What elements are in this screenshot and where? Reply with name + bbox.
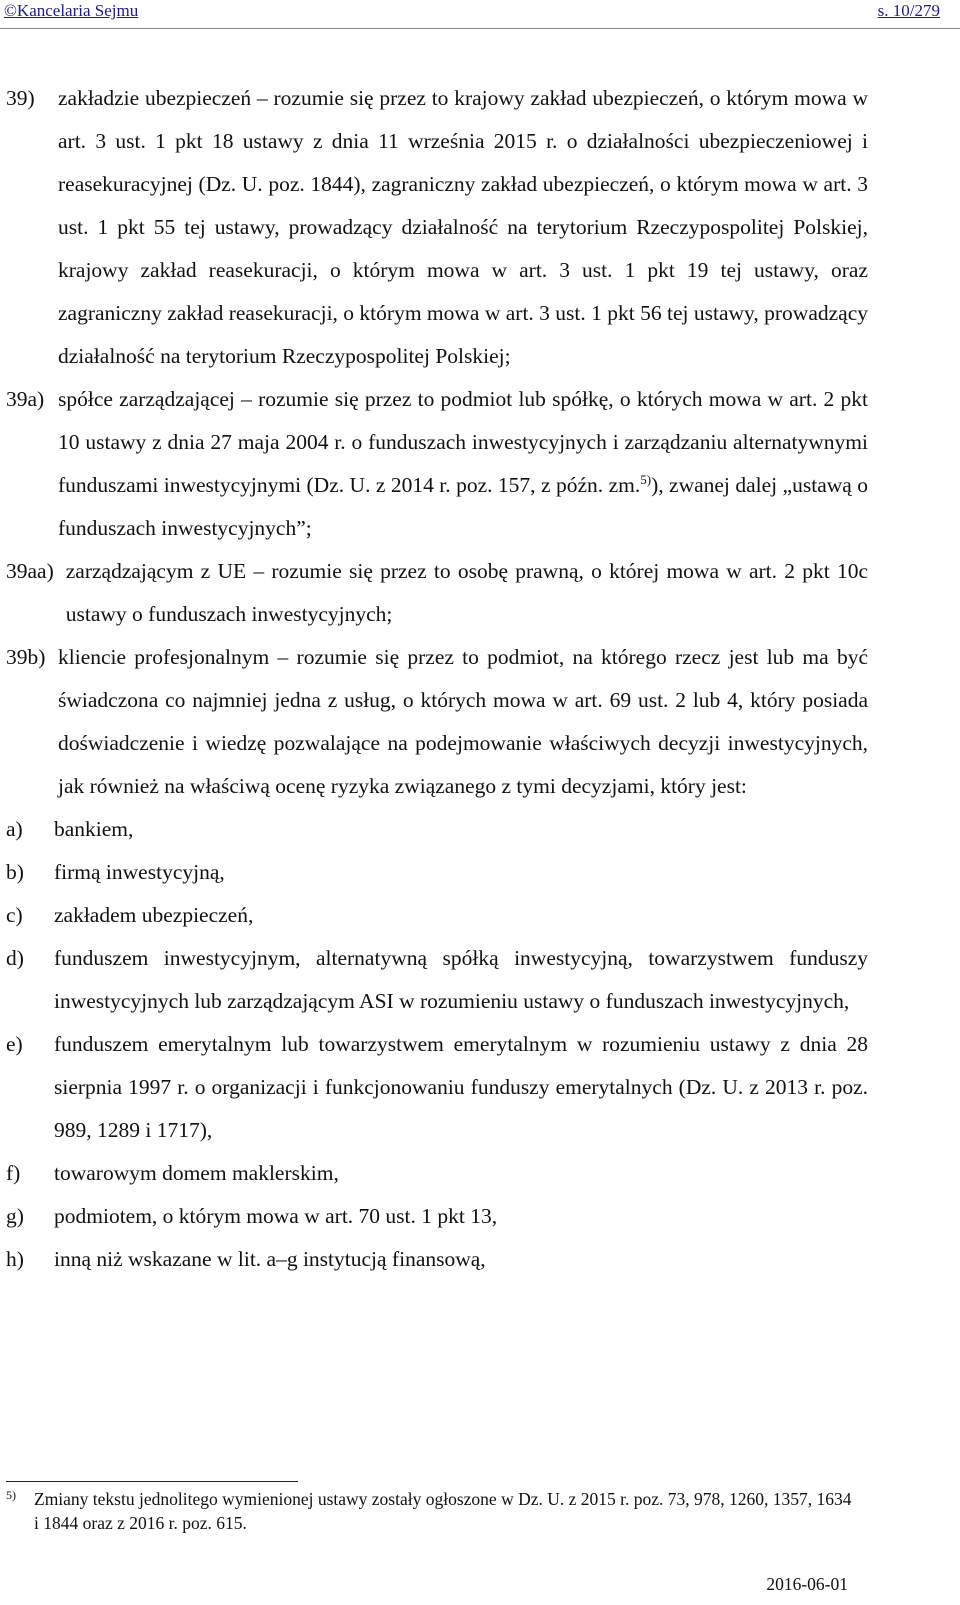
list-item	[6, 808, 868, 851]
list-item	[6, 1023, 868, 1152]
list-item-letter: h)	[6, 1247, 24, 1271]
list-item-text: towarowym domem maklerskim,	[54, 1161, 339, 1185]
list-item-text: zakładem ubezpieczeń,	[54, 903, 254, 927]
footnote-divider	[6, 1481, 298, 1482]
definition-text	[58, 378, 868, 550]
footnote	[6, 1487, 852, 1535]
list-item-letter: a)	[6, 817, 23, 841]
footnote-number: 5)	[6, 1488, 16, 1502]
definition-number: 39a)	[6, 387, 45, 411]
definition-39	[6, 77, 868, 378]
page-header	[0, 0, 960, 29]
document-body	[6, 77, 868, 1281]
list-item	[6, 851, 868, 894]
list-item-letter: e)	[6, 1032, 23, 1056]
list-item-letter: f)	[6, 1161, 21, 1185]
definition-text-part: ), zwanej dalej „ustawą o funduszach inwestycyjnych”;	[58, 473, 868, 540]
page-number-link[interactable]: s. 10/279	[877, 1, 940, 20]
definition-number: 39)	[6, 86, 35, 110]
list-item-letter: d)	[6, 946, 24, 970]
professional-client-list	[6, 808, 868, 1281]
definition-text: zakładzie ubezpieczeń – rozumie się przez to krajowy zakład ubezpieczeń, o którym mowa w art. 3 ust. 1 pkt 18 ustawy z dnia 11 września 2015 r. o działalności ubezpieczeniowej i reasekuracyjnej (Dz. U. poz. 1844), zagraniczny zakład ubezpieczeń, o którym mowa w art. 3 ust. 1 pkt 55 tej ustawy, prowadzący działalność na terytorium Rzeczypospolitej Polskiej, krajowy zakład reasekuracji, o którym mowa w art. 3 ust. 1 pkt 19 tej ustawy, oraz zagraniczny zakład reasekuracji, o którym mowa w art. 3 ust. 1 pkt 56 tej ustawy, prowadzący działalność na terytorium Rzeczypospolitej Polskiej;	[58, 86, 868, 368]
list-item-text: funduszem inwestycyjnym, alternatywną spółką inwestycyjną, towarzystwem funduszy inwestycyjnych lub zarządzającym ASI w rozumieniu ustawy o funduszach inwestycyjnych,	[54, 946, 868, 1013]
footnote-reference[interactable]: 5)	[640, 471, 652, 487]
definition-number: 39aa)	[6, 559, 54, 583]
document-date: 2016-06-01	[766, 1574, 848, 1594]
list-item-text: inną niż wskazane w lit. a–g instytucją finansową,	[54, 1247, 486, 1271]
copyright-link[interactable]: ©Kancelaria Sejmu	[4, 1, 139, 20]
footnote-text: Zmiany tekstu jednolitego wymienionej ustawy zostały ogłoszone w Dz. U. z 2015 r. poz. 73, 978, 1260, 1357, 1634 i 1844 oraz z 2016 r. poz. 615.	[34, 1489, 852, 1533]
list-item-letter: b)	[6, 860, 24, 884]
definition-text-part: spółce zarządzającej – rozumie się przez to podmiot lub spółkę, o których mowa w art. 2 pkt 10 ustawy z dnia 27 maja 2004 r. o funduszach inwestycyjnych i zarządzaniu alternatywnymi funduszami inwestycyjnymi (Dz. U. z 2014 r. poz. 157, z późn. zm.	[58, 387, 868, 497]
list-item	[6, 1195, 868, 1238]
list-item-text: bankiem,	[54, 817, 134, 841]
definition-39aa	[6, 550, 868, 636]
list-item	[6, 894, 868, 937]
list-item	[6, 937, 868, 1023]
definition-text: kliencie profesjonalnym – rozumie się przez to podmiot, na którego rzecz jest lub ma być świadczona co najmniej jedna z usług, o których mowa w art. 69 ust. 2 lub 4, który posiada doświadczenie i wiedzę pozwalające na podejmowanie właściwych decyzji inwestycyjnych, jak również na właściwą ocenę ryzyka związanego z tymi decyzjami, który jest:	[58, 645, 868, 798]
definition-39b	[6, 636, 868, 808]
list-item-letter: c)	[6, 903, 23, 927]
list-item	[6, 1238, 868, 1281]
list-item	[6, 1152, 868, 1195]
list-item-text: firmą inwestycyjną,	[54, 860, 225, 884]
list-item-text: funduszem emerytalnym lub towarzystwem emerytalnym w rozumieniu ustawy z dnia 28 sierpnia 1997 r. o organizacji i funkcjonowaniu funduszy emerytalnych (Dz. U. z 2013 r. poz. 989, 1289 i 1717),	[54, 1032, 868, 1142]
definition-text: zarządzającym z UE – rozumie się przez to osobę prawną, o której mowa w art. 2 pkt 10c ustawy o funduszach inwestycyjnych;	[65, 559, 868, 626]
definition-number: 39b)	[6, 645, 46, 669]
definition-39a	[6, 378, 868, 550]
list-item-text: podmiotem, o którym mowa w art. 70 ust. 1 pkt 13,	[54, 1204, 498, 1228]
list-item-letter: g)	[6, 1204, 24, 1228]
